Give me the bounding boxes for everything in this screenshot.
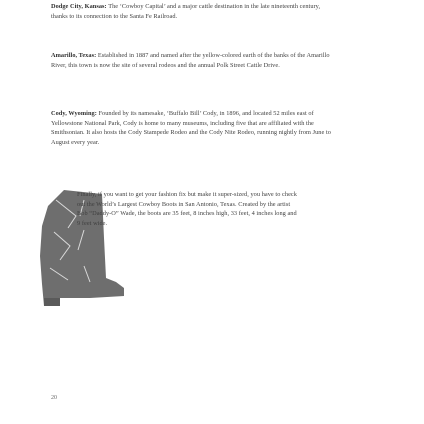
entry-dodge-city [51, 2, 337, 21]
entry-place-name: Cody, Wyoming: [51, 110, 97, 117]
boot-section [20, 186, 360, 346]
entry-place-name: Amarillo, Texas: [51, 52, 97, 59]
entry-description: Founded by its namesake, ‘Buffalo Bill’ Cody, in 1896, and located 52 miles east of Yellowstone National Park, Cody is home to many museums, including five that are affiliated with the Smithsonian. It also hosts the Cody Stampede Rodeo and the Cody Nite Rodeo, running nightly from June to August every year. [51, 110, 331, 146]
entry-amarillo [51, 51, 337, 70]
entry-description: The ‘Cowboy Capital’ and a major cattle destination in the late nineteenth century, thanks to its connection to the Santa Fe Railroad. [51, 3, 321, 20]
entry-description: Established in 1887 and named after the yellow-colored earth of the banks of the Amarillo River, this town is now the site of several rodeos and the annual Polk Street Cattle Drive. [51, 52, 330, 69]
entry-cody [51, 109, 337, 147]
boot-paragraph: Finally, if you want to get your fashion fix but make it super-sized, you have to check out the World’s Largest Cowboy Boots in San Antonio, Texas. Created by the artist Bob “Daddy-O” Wade, the boots are 35 feet, 8 inches high, 33 feet, 4 inches long and 9 feet wide. [77, 191, 297, 227]
page-number: 20 [51, 395, 57, 401]
boot-heel [44, 298, 60, 306]
entry-place-name: Dodge City, Kansas: [51, 3, 107, 10]
